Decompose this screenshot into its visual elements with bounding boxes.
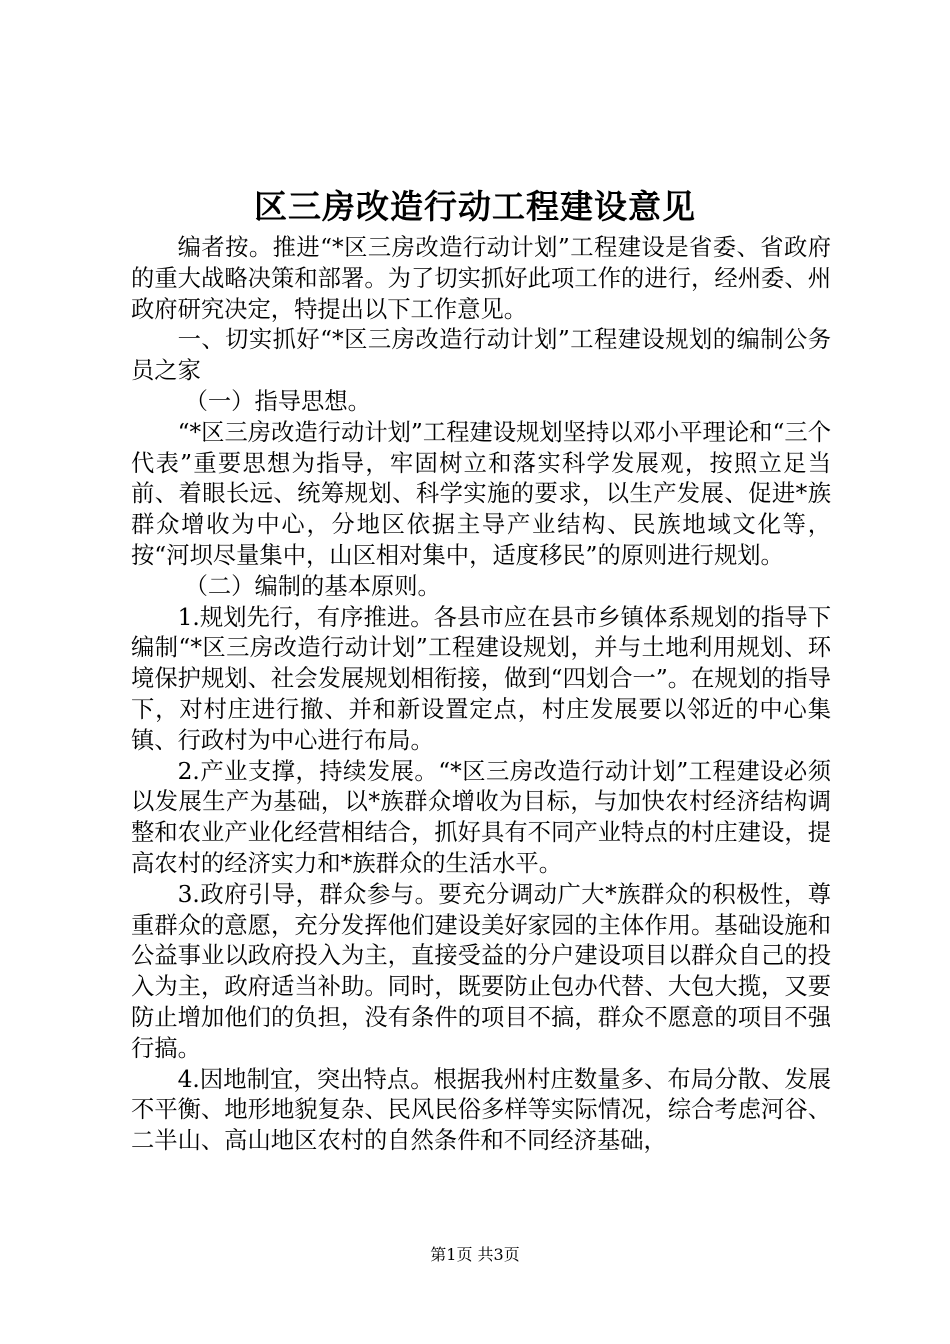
document-title: 区三房改造行动工程建设意见 (254, 187, 696, 226)
page-number-footer: 第1页 共3页 (430, 1245, 520, 1264)
paragraph-principle-1: 1.规划先行，有序推进。各县市应在县市乡镇体系规划的指导下编制“*区三房改造行动计划”工程建设规划，并与土地利用规划、环境保护规划、社会发展规划相衔接，做到“四划合一”。在规划的指导下，对村庄进行撤、并和新设置定点，村庄发展要以邻近的中心集镇、行政村为中心进行布局。 (131, 603, 831, 754)
document-body (131, 233, 831, 1157)
paragraph-editor-note: 编者按。推进“*区三房改造行动计划”工程建设是省委、省政府的重大战略决策和部署。为了切实抓好此项工作的进行，经州委、州政府研究决定，特提出以下工作意见。 (131, 234, 831, 323)
paragraph-section-heading: 一、切实抓好“*区三房改造行动计划”工程建设规划的编制公务员之家 (131, 326, 831, 385)
paragraph-guiding-thought: “*区三房改造行动计划”工程建设规划坚持以邓小平理论和“三个代表”重要思想为指导，牢固树立和落实科学发展观，按照立足当前、着眼长远、统筹规划、科学实施的要求，以生产发展、促进*族群众增收为中心，分地区依据主导产业结构、民族地域文化等，按“河坝尽量集中，山区相对集中，适度移民”的原则进行规划。 (131, 418, 831, 569)
paragraph-principle-4: 4.因地制宜，突出特点。根据我州村庄数量多、布局分散、发展不平衡、地形地貌复杂、民风民俗多样等实际情况，综合考虑河谷、二半山、高山地区农村的自然条件和不同经济基础， (131, 1065, 831, 1155)
paragraph-principle-3: 3.政府引导，群众参与。要充分调动广大*族群众的积极性，尊重群众的意愿，充分发挥他们建设美好家园的主体作用。基础设施和公益事业以政府投入为主，直接受益的分户建设项目以群众自己的投入为主，政府适当补助。同时，既要防止包办代替、大包大揽，又要防止增加他们的负担，没有条件的项目不搞，群众不愿意的项目不强行搞。 (131, 880, 831, 1062)
paragraph-subheading-principles: （二）编制的基本原则。 (184, 572, 441, 600)
paragraph-principle-2: 2.产业支撑，持续发展。“*区三房改造行动计划”工程建设必须以发展生产为基础，以*族群众增收为目标，与加快农村经济结构调整和农业产业化经营相结合，抓好具有不同产业特点的村庄建设，提高农村的经济实力和*族群众的生活水平。 (131, 757, 831, 877)
paragraph-subheading-guiding: （一）指导思想。 (184, 387, 371, 415)
